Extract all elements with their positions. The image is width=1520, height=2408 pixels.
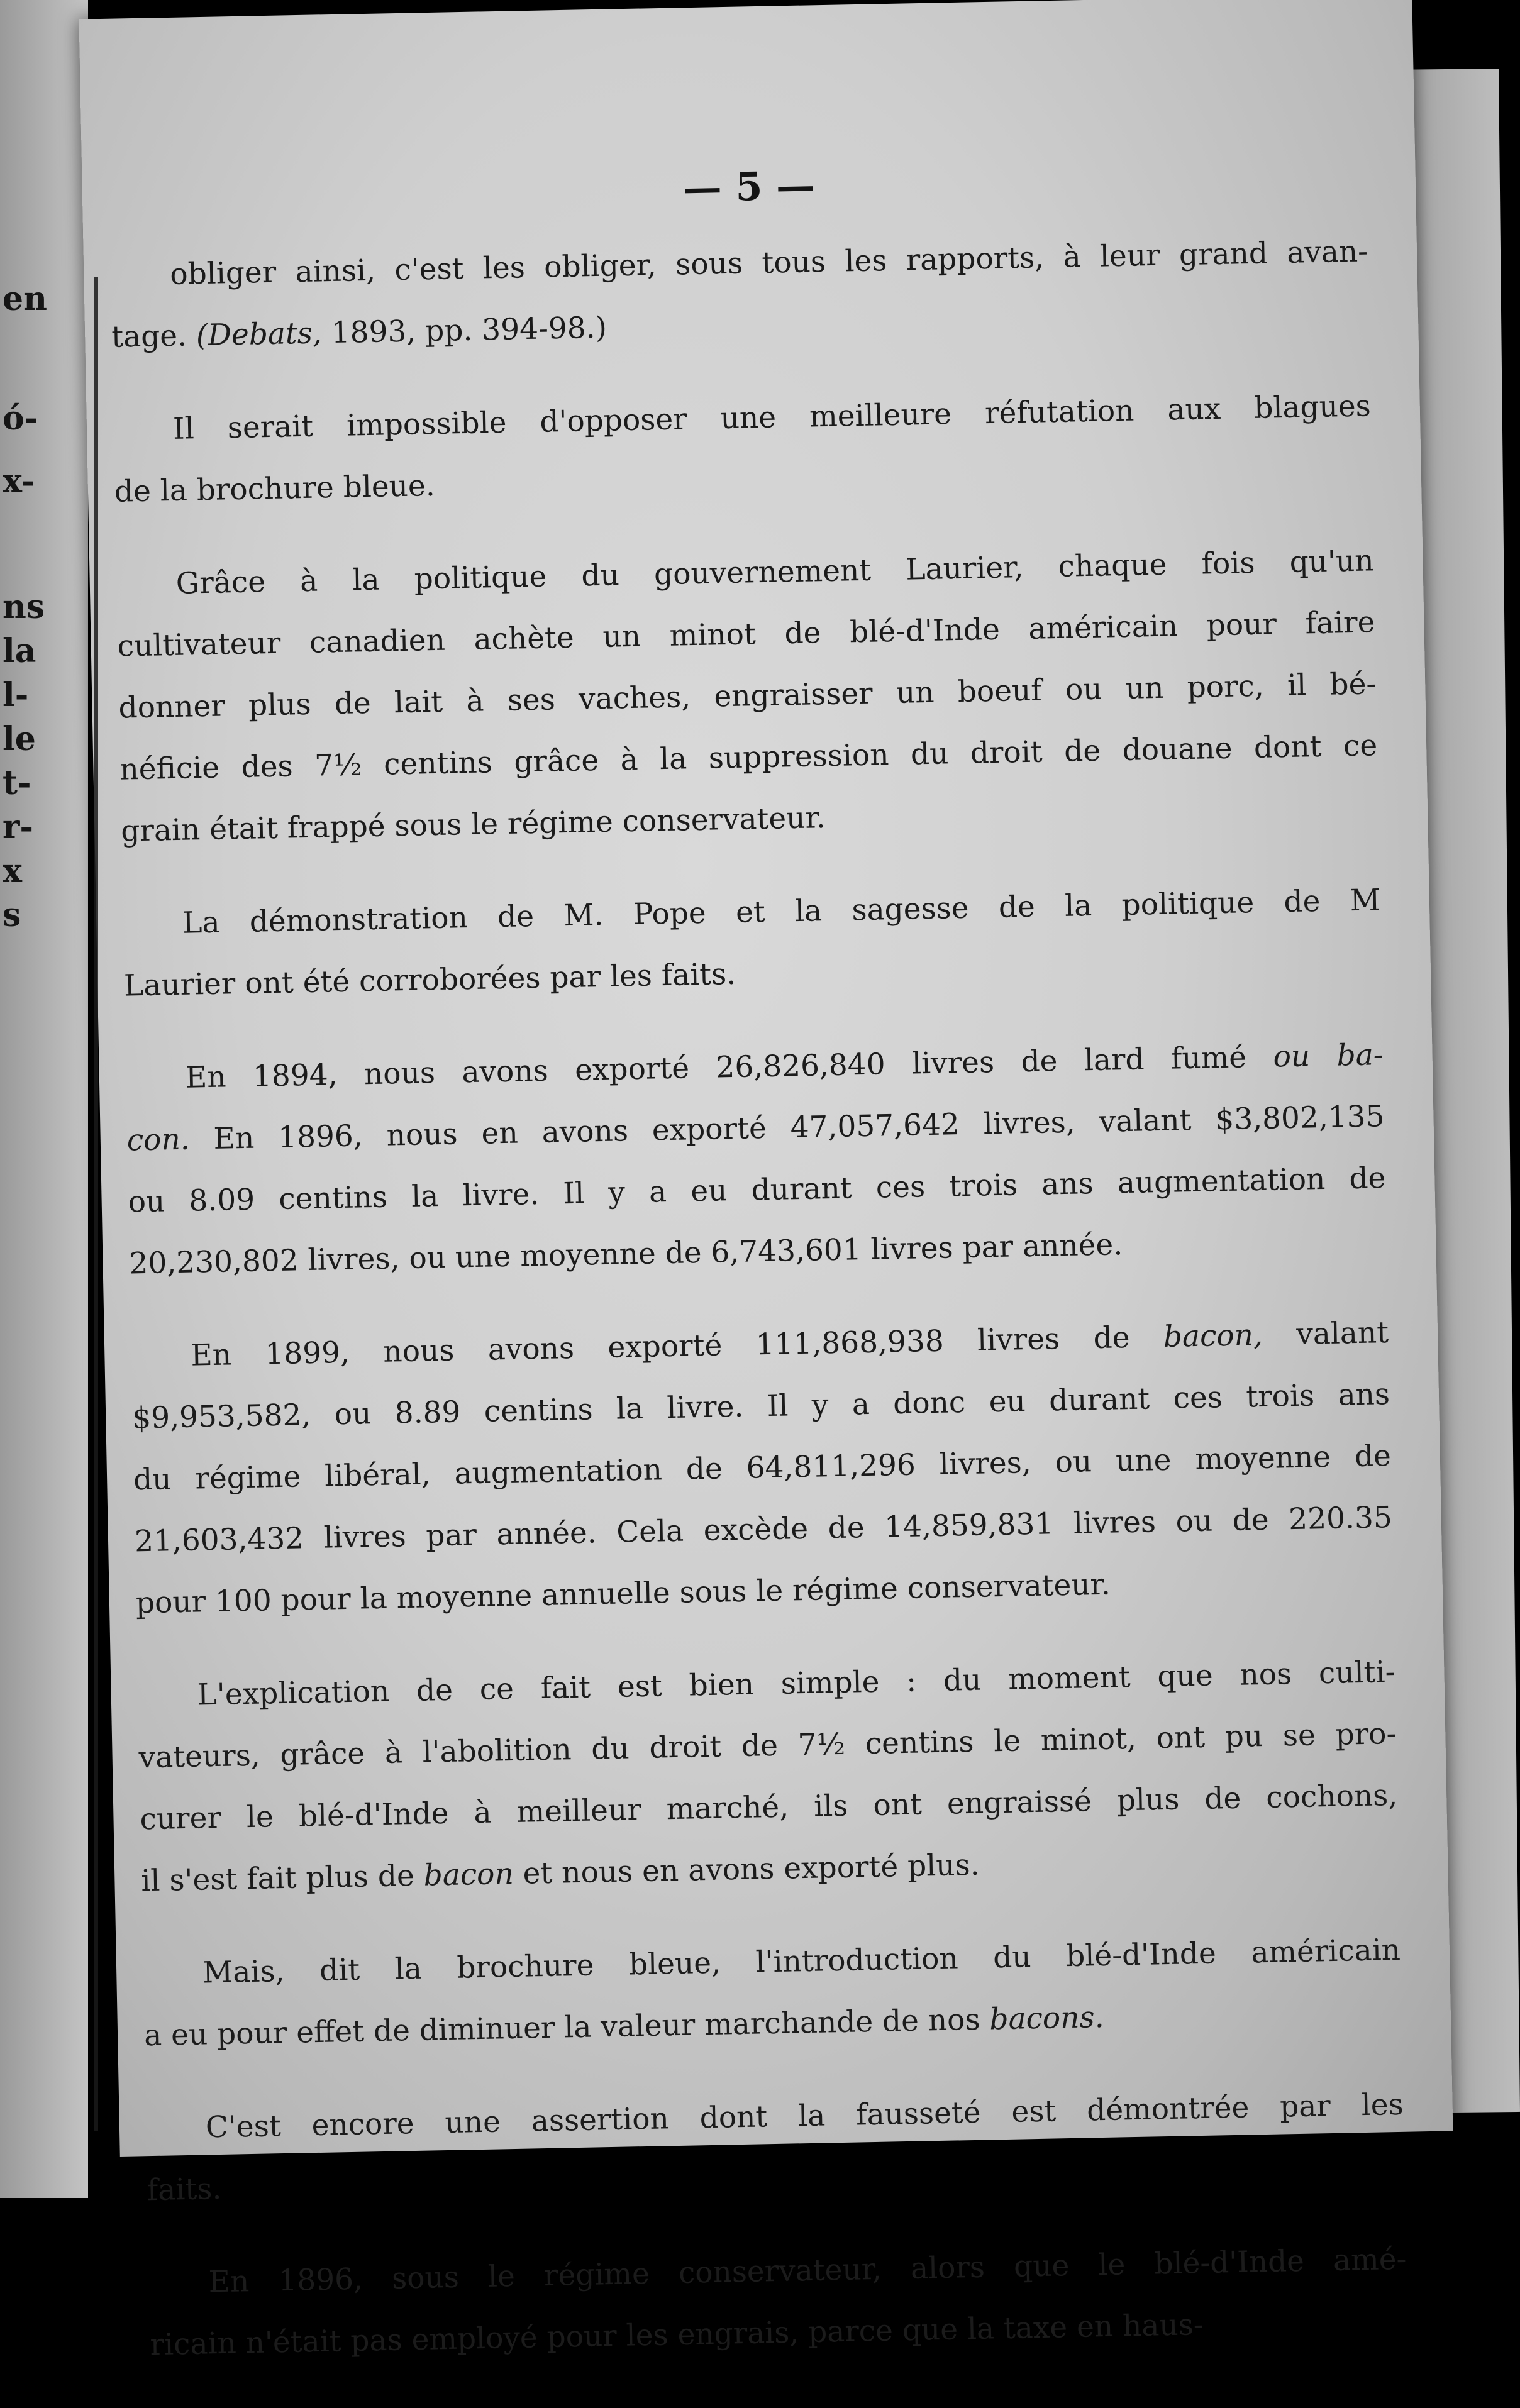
italic-run: con.: [126, 1122, 191, 1158]
previous-page-fragment: ns: [3, 588, 45, 626]
text-run: 20,230,802 livres, ou une moyenne de 6,743,601 livres par année.: [129, 1227, 1123, 1281]
text-run: 21,603,432 livres par année. Cela excède de 14,859,831 livres ou de 220.35: [134, 1500, 1393, 1559]
paragraph: [116, 530, 1379, 862]
italic-run: bacon,: [1163, 1317, 1263, 1354]
text-run: La démonstration de M. Pope et la sagesse de la politique de M: [182, 883, 1381, 941]
previous-page-fragment: r-: [3, 808, 33, 846]
previous-page-fragment: le: [3, 720, 36, 758]
paragraph: [113, 375, 1372, 522]
text-run: Mais, dit la brochure bleue, l'introduction du blé-d'Inde américain: [202, 1932, 1401, 1991]
previous-page-fragment: en: [3, 280, 47, 318]
text-run: Grâce à la politique du gouvernement Laurier, chaque fois qu'un: [175, 543, 1374, 601]
previous-page-edge: [0, 0, 88, 2198]
document-page: [79, 0, 1453, 2363]
previous-page-fragment: la: [3, 632, 36, 670]
previous-page-fragment: ó-: [3, 399, 38, 438]
text-run: grain était frappé sous le régime conservateur.: [120, 800, 826, 849]
text-run: faits.: [147, 2171, 222, 2208]
text-run: du régime libéral, augmentation de 64,811,296 livres, ou une moyenne de: [133, 1439, 1392, 1498]
text-run: $9,953,582, ou 8.89 centins la livre. Il y a donc eu durant ces trois ans: [131, 1377, 1390, 1436]
page-number: — 5 —: [682, 162, 816, 211]
previous-page-fragment: l-: [3, 676, 29, 714]
paragraph: [109, 221, 1369, 368]
text-run: cultivateur canadien achète un minot de blé-d'Inde américain pour faire: [117, 605, 1375, 664]
text-run: En 1894, nous avons exporté 26,826,840 livres de lard fumé: [185, 1039, 1274, 1095]
text-run: donner plus de lait à ses vaches, engraisser un boeuf ou un porc, il bé-: [118, 666, 1377, 726]
text-run: tage.: [111, 318, 197, 355]
paragraph: [130, 1302, 1394, 1634]
italic-run: ou ba-: [1273, 1037, 1384, 1074]
italic-run: (Debats,: [196, 316, 323, 353]
text-run: Laurier ont été corroborées par les faits.: [123, 956, 736, 1003]
text-run: Il serait impossible d'opposer une meilleure réfutation aux blagues: [172, 389, 1372, 446]
text-run: et nous en avons exporté plus.: [513, 1847, 980, 1891]
binding-gutter-line: [94, 277, 98, 2131]
text-run: ricain n'était pas employé pour les engrais, parce que la taxe en haus-: [150, 2307, 1204, 2363]
previous-page-fragment: t-: [3, 764, 31, 802]
text-run: En 1896, nous en avons exporté 47,057,642 livres, valant $3,802,135: [189, 1099, 1385, 1157]
previous-page-fragment: x-: [3, 462, 35, 500]
paragraph: [148, 2229, 1408, 2376]
text-run: En 1899, nous avons exporté 111,868,938 livres de: [190, 1319, 1164, 1373]
text-run: vateurs, grâce à l'abolition du droit de 7½ centins le minot, ont pu se pro-: [138, 1716, 1397, 1776]
paragraph: [122, 870, 1382, 1017]
body-text: [109, 221, 1409, 2407]
previous-page-fragment: x: [3, 852, 23, 890]
text-run: ou 8.09 centins la livre. Il y a eu durant ces trois ans augmentation de: [128, 1161, 1386, 1220]
italic-run: bacons.: [989, 1999, 1105, 2037]
text-run: pour 100 pour la moyenne annuelle sous le régime conservateur.: [135, 1567, 1111, 1621]
text-run: valant: [1262, 1315, 1389, 1352]
text-run: a eu pour effet de diminuer la valeur marchande de nos: [143, 2002, 990, 2053]
text-run: En 1896, sous le régime conservateur, alors que le blé-d'Inde amé-: [208, 2241, 1407, 2300]
text-run: obliger ainsi, c'est les obliger, sous tous les rapports, à leur grand avan-: [169, 234, 1368, 292]
text-run: 1893, pp. 394-98.): [321, 310, 607, 351]
text-run: néficie des 7½ centins grâce à la suppression du droit de douane dont ce: [119, 728, 1378, 787]
italic-run: bacon: [423, 1856, 514, 1893]
paragraph: [142, 1919, 1402, 2067]
text-run: L'explication de ce fait est bien simple : du moment que nos culti-: [197, 1654, 1395, 1713]
paragraph: [137, 1642, 1399, 1912]
text-run: il s'est fait plus de: [140, 1858, 424, 1899]
paragraph: [145, 2074, 1405, 2221]
previous-page-fragment: s: [3, 896, 21, 934]
text-run: de la brochure bleue.: [114, 468, 436, 509]
text-run: curer le blé-d'Inde à meilleur marché, ils ont engraissé plus de cochons,: [140, 1777, 1398, 1837]
text-run: C'est encore une assertion dont la fausseté est démontrée par les: [205, 2087, 1404, 2145]
paragraph: [125, 1024, 1387, 1295]
